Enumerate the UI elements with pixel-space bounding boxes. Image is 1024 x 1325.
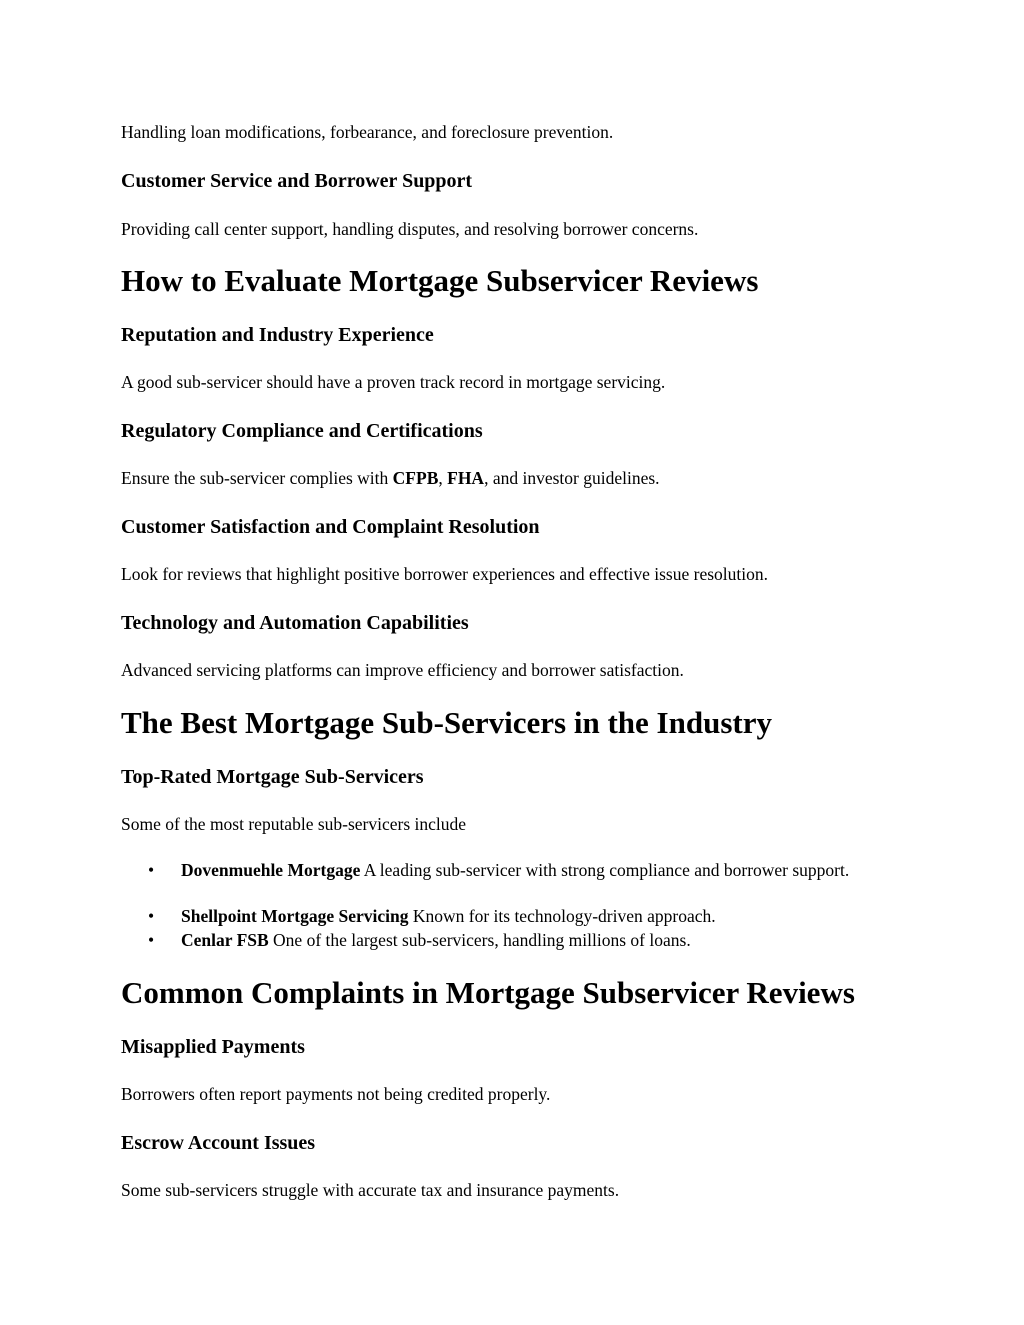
compliance-separator: , [438, 468, 448, 488]
list-item-text: Known for its technology-driven approach. [408, 906, 716, 926]
list-item-text: One of the largest sub-servicers, handling millions of loans. [268, 930, 691, 950]
heading-evaluate-reviews: How to Evaluate Mortgage Subservicer Reviews [121, 263, 759, 298]
heading-escrow: Escrow Account Issues [121, 1132, 316, 1154]
heading-best-subservicers: The Best Mortgage Sub-Servicers in the Industry [121, 705, 772, 740]
list-item-bold: Cenlar FSB [181, 930, 269, 950]
list-item-bold: Dovenmuehle Mortgage [181, 860, 361, 880]
paragraph-satisfaction: Look for reviews that highlight positive borrower experiences and effective issue resolution. [121, 564, 768, 584]
cfpb-bold: CFPB [392, 468, 439, 488]
list-item-bold: Shellpoint Mortgage Servicing [181, 906, 409, 926]
compliance-text-prefix: Ensure the sub-servicer complies with [121, 468, 393, 488]
heading-top-rated: Top-Rated Mortgage Sub-Servicers [121, 766, 424, 788]
list-item-text: A leading sub-servicer with strong compliance and borrower support. [360, 860, 850, 880]
heading-reputation: Reputation and Industry Experience [121, 324, 434, 346]
paragraph-top-rated: Some of the most reputable sub-servicers include [121, 814, 467, 834]
paragraph-compliance [121, 467, 660, 489]
paragraph-customer-service: Providing call center support, handling disputes, and resolving borrower concerns. [121, 219, 699, 239]
bullet-icon: • [148, 906, 155, 926]
paragraph-reputation: A good sub-servicer should have a proven track record in mortgage servicing. [121, 372, 666, 392]
paragraph-escrow: Some sub-servicers struggle with accurate tax and insurance payments. [121, 1180, 620, 1200]
heading-technology: Technology and Automation Capabilities [121, 612, 469, 634]
list-item [148, 929, 901, 951]
compliance-text-suffix: , and investor guidelines. [484, 468, 660, 488]
heading-customer-service: Customer Service and Borrower Support [121, 170, 473, 192]
bullet-icon: • [148, 930, 155, 950]
heading-satisfaction: Customer Satisfaction and Complaint Resolution [121, 516, 540, 538]
paragraph-intro: Handling loan modifications, forbearance, and foreclosure prevention. [121, 122, 614, 142]
paragraph-misapplied-payments: Borrowers often report payments not being credited properly. [121, 1084, 551, 1104]
list-item [148, 859, 901, 881]
heading-misapplied-payments: Misapplied Payments [121, 1036, 305, 1058]
fha-bold: FHA [447, 468, 485, 488]
list-item [148, 905, 901, 927]
paragraph-technology: Advanced servicing platforms can improve efficiency and borrower satisfaction. [121, 660, 684, 680]
bullet-icon: • [148, 860, 155, 880]
heading-compliance: Regulatory Compliance and Certifications [121, 420, 483, 442]
heading-common-complaints: Common Complaints in Mortgage Subservicer Reviews [121, 975, 855, 1010]
